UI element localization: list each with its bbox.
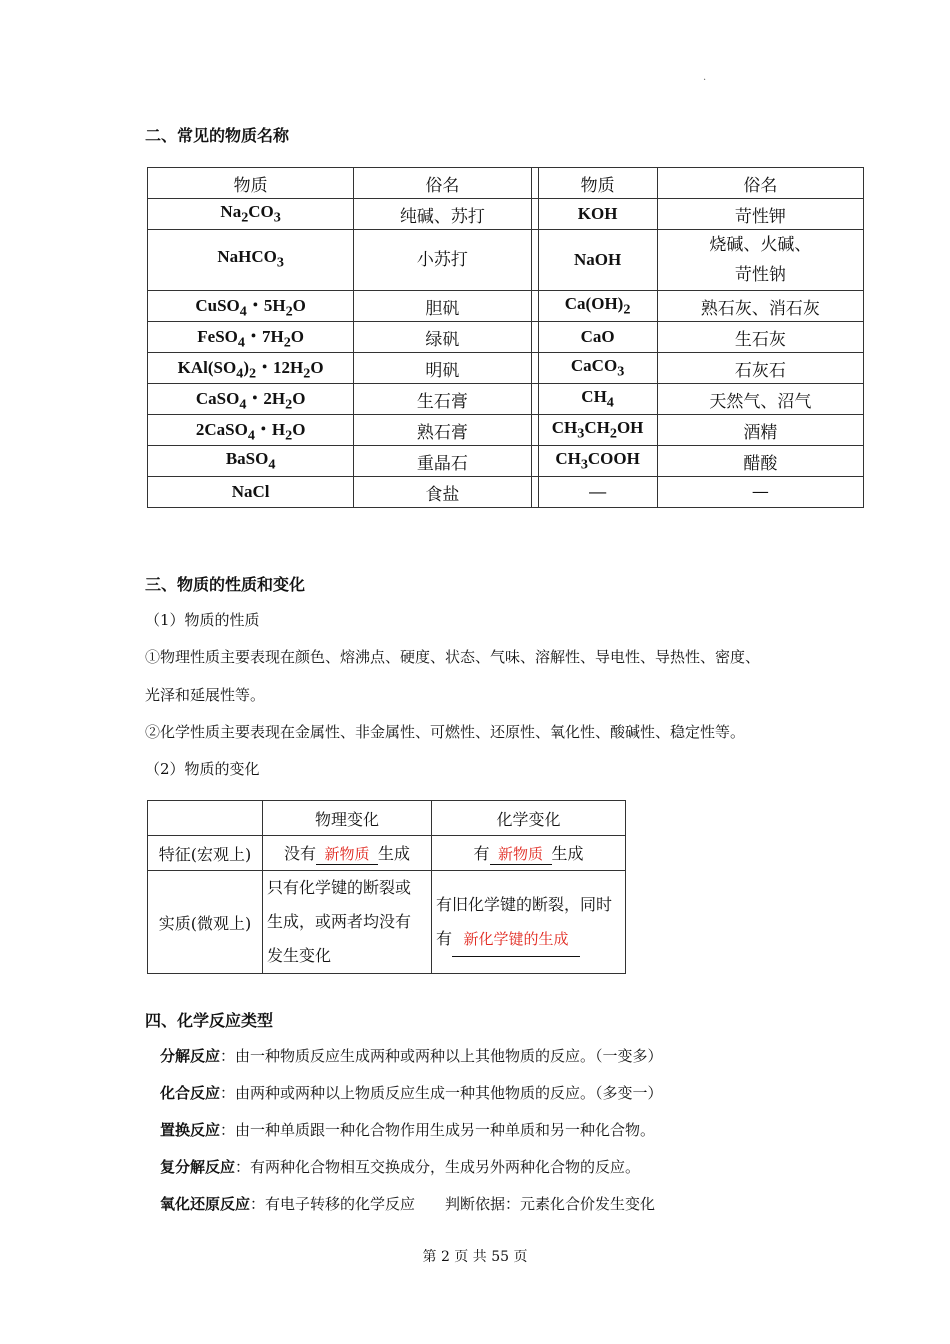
formula-cell: $CH_3CH_2OH$ bbox=[538, 415, 657, 446]
fill-blank-answer: 新物质 bbox=[316, 843, 378, 865]
common-name-cell: 醋酸 bbox=[657, 446, 863, 477]
common-name-cell: 纯碱、苏打 bbox=[354, 199, 531, 230]
physical-properties-text: ①物理性质主要表现在颜色、熔沸点、硬度、状态、气味、溶解性、导电性、导热性、密度、 bbox=[145, 648, 761, 666]
column-gap bbox=[531, 291, 538, 322]
common-name-cell: 绿矾 bbox=[354, 322, 531, 353]
change-comparison-table bbox=[147, 800, 626, 974]
column-gap bbox=[531, 353, 538, 384]
formula-cell: NaHCO$_3$ bbox=[148, 230, 354, 291]
formula-cell: — bbox=[538, 477, 657, 508]
feature-chemical-prefix: 有 bbox=[473, 844, 490, 863]
feature-physical-prefix: 没有 bbox=[283, 844, 316, 863]
formula-cell: KOH bbox=[538, 199, 657, 230]
formula-cell: $CH_4$ bbox=[538, 384, 657, 415]
reaction-type-item bbox=[160, 1156, 640, 1177]
essence-physical-cell bbox=[263, 871, 432, 974]
common-name-cell: 胆矾 bbox=[354, 291, 531, 322]
common-name-cell: 苛性钾 bbox=[657, 199, 863, 230]
common-name-cell: 生石膏 bbox=[354, 384, 531, 415]
table-row bbox=[148, 384, 864, 415]
formula-cell: CaSO$_4$・$2H_2O$ bbox=[148, 384, 354, 415]
essence-chemical-cell bbox=[432, 871, 626, 974]
reaction-term: 氧化还原反应 bbox=[160, 1195, 251, 1213]
feature-chemical-cell bbox=[432, 836, 626, 871]
column-gap bbox=[531, 199, 538, 230]
section3-heading: 三、物质的性质和变化 bbox=[145, 575, 306, 594]
page-footer: 第 2 页 共 55 页 bbox=[422, 1249, 528, 1265]
essence-chemical-line2 bbox=[436, 922, 621, 957]
chemical-properties-text: ②化学性质主要表现在金属性、非金属性、可燃性、还原性、氧化性、酸碱性、稳定性等。 bbox=[145, 723, 746, 741]
reaction-definition: ：有电子转移的化学反应 判断依据：元素化合价发生变化 bbox=[250, 1195, 656, 1213]
common-name-cell: 酒精 bbox=[657, 415, 863, 446]
essence-chemical-prefix: 有 bbox=[436, 928, 453, 948]
table-row bbox=[148, 291, 864, 322]
essence-label: 实质(微观上) bbox=[148, 871, 263, 974]
substance-rows bbox=[148, 199, 864, 508]
reaction-definition: ：有两种化合物相互交换成分，生成另外两种化合物的反应。 bbox=[235, 1158, 641, 1176]
header-substance-1: 物质 bbox=[148, 168, 354, 199]
table-row bbox=[148, 199, 864, 230]
reaction-term: 化合反应 bbox=[160, 1084, 221, 1102]
feature-physical-cell bbox=[263, 836, 432, 871]
essence-physical-line1: 只有化学键的断裂或 bbox=[267, 878, 412, 897]
common-name-cell: 熟石膏 bbox=[354, 415, 531, 446]
reaction-definition: ：由两种或两种以上物质反应生成一种其他物质的反应。（多变一） bbox=[220, 1084, 663, 1102]
formula-cell: NaOH bbox=[538, 230, 657, 291]
substance-names-table bbox=[147, 167, 864, 508]
reaction-term: 复分解反应 bbox=[160, 1158, 236, 1176]
common-name-cell: 烧碱、火碱、 苛性钠 bbox=[657, 230, 863, 291]
header-physical-change: 物理变化 bbox=[263, 801, 432, 836]
feature-chemical-suffix: 生成 bbox=[551, 844, 584, 863]
reaction-definition: ：由一种单质跟一种化合物作用生成另一种单质和另一种化合物。 bbox=[220, 1121, 656, 1139]
common-name-cell: 食盐 bbox=[354, 477, 531, 508]
common-name-cell: 生石灰 bbox=[657, 322, 863, 353]
header-substance-2: 物质 bbox=[538, 168, 657, 199]
feature-row bbox=[148, 836, 626, 871]
reaction-type-item bbox=[160, 1082, 663, 1103]
table-header-row bbox=[148, 168, 864, 199]
column-gap bbox=[531, 415, 538, 446]
column-gap bbox=[531, 230, 538, 291]
formula-cell: $Na_2CO_3$ bbox=[148, 199, 354, 230]
formula-cell: FeSO$_4$・$7H_2O$ bbox=[148, 322, 354, 353]
corner-mark: . bbox=[703, 72, 707, 83]
essence-row bbox=[148, 871, 626, 974]
column-gap bbox=[531, 168, 538, 199]
essence-chemical-line1: 有旧化学键的断裂，同时 bbox=[436, 894, 613, 914]
essence-physical-line2: 生成，或两者均没有 bbox=[267, 912, 412, 931]
reaction-type-item bbox=[160, 1193, 655, 1214]
header-common-name-1: 俗名 bbox=[354, 168, 531, 199]
common-name-cell: 石灰石 bbox=[657, 353, 863, 384]
essence-physical-line3: 发生变化 bbox=[267, 946, 332, 965]
table-row bbox=[148, 446, 864, 477]
section4-heading: 四、化学反应类型 bbox=[145, 1011, 274, 1030]
empty-corner-cell bbox=[148, 801, 263, 836]
formula-cell: $Ca(OH)_2$ bbox=[538, 291, 657, 322]
reaction-term: 置换反应 bbox=[160, 1121, 221, 1139]
column-gap bbox=[531, 446, 538, 477]
common-name-cell: 重晶石 bbox=[354, 446, 531, 477]
table-row bbox=[148, 415, 864, 446]
header-chemical-change: 化学变化 bbox=[432, 801, 626, 836]
formula-cell: $CH_3COOH$ bbox=[538, 446, 657, 477]
fill-blank-answer: 新化学键的生成 bbox=[452, 922, 580, 957]
reaction-type-item bbox=[160, 1045, 663, 1066]
subheading-changes: （2）物质的变化 bbox=[145, 760, 260, 778]
change-table-header bbox=[148, 801, 626, 836]
header-common-name-2: 俗名 bbox=[657, 168, 863, 199]
formula-cell: CaCO$_3$ bbox=[538, 353, 657, 384]
fill-blank-answer: 新物质 bbox=[490, 843, 552, 865]
feature-label: 特征(宏观上) bbox=[148, 836, 263, 871]
table-row bbox=[148, 477, 864, 508]
common-name-cell: — bbox=[657, 477, 863, 508]
table-row bbox=[148, 322, 864, 353]
column-gap bbox=[531, 384, 538, 415]
formula-cell: BaSO$_4$ bbox=[148, 446, 354, 477]
common-name-cell: 熟石灰、消石灰 bbox=[657, 291, 863, 322]
common-name-cell: 明矾 bbox=[354, 353, 531, 384]
subheading-properties: （1）物质的性质 bbox=[145, 611, 260, 629]
column-gap bbox=[531, 477, 538, 508]
reaction-definition: ：由一种物质反应生成两种或两种以上其他物质的反应。（一变多） bbox=[220, 1047, 663, 1065]
section2-heading: 二、常见的物质名称 bbox=[145, 126, 290, 145]
table-row bbox=[148, 230, 864, 291]
reaction-type-item bbox=[160, 1119, 655, 1140]
common-name-cell: 小苏打 bbox=[354, 230, 531, 291]
common-name-cell: 天然气、沼气 bbox=[657, 384, 863, 415]
reaction-term: 分解反应 bbox=[160, 1047, 221, 1065]
physical-properties-text-cont: 光泽和延展性等。 bbox=[145, 686, 266, 704]
table-row bbox=[148, 353, 864, 384]
feature-physical-suffix: 生成 bbox=[378, 844, 411, 863]
formula-cell: NaCl bbox=[148, 477, 354, 508]
formula-cell: 2CaSO$_4$・$H_2O$ bbox=[148, 415, 354, 446]
column-gap bbox=[531, 322, 538, 353]
formula-cell: CuSO$_4$・$5H_2O$ bbox=[148, 291, 354, 322]
formula-cell: $KAl(SO_4)_2$・$12H_2O$ bbox=[148, 353, 354, 384]
formula-cell: CaO bbox=[538, 322, 657, 353]
